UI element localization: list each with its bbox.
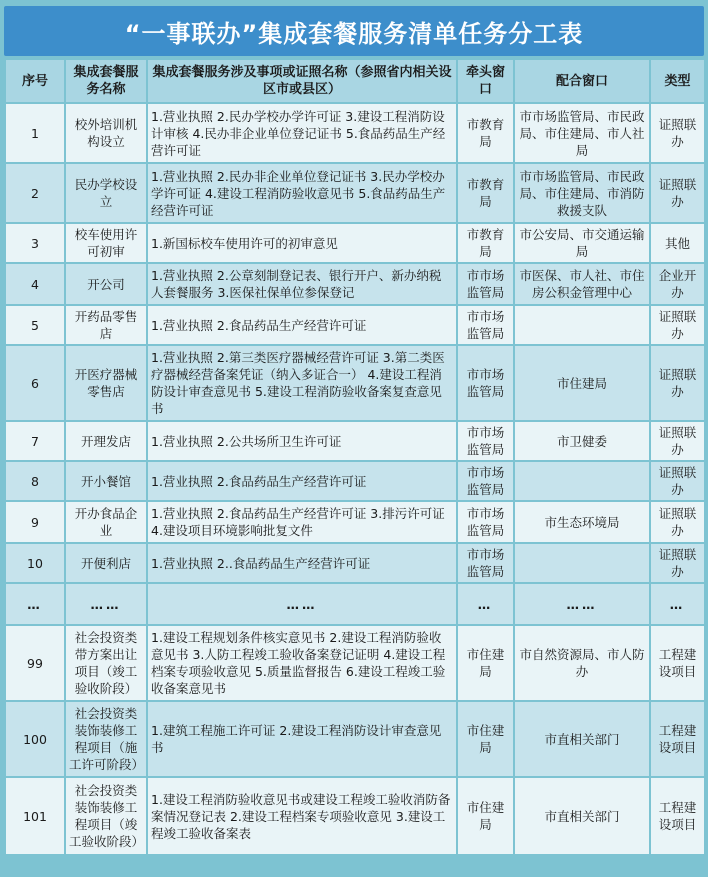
header-name: 集成套餐服务名称 [66,60,146,102]
table-row [6,264,704,304]
cell-no: 5 [6,306,64,344]
header-type: 类型 [651,60,704,102]
cell-items: 1.营业执照 2.第三类医疗器械经营许可证 3.第二类医疗器械经营备案凭证（纳入多证合一） 4.建设工程消防设计审查意见书 5.建设工程消防验收备案复查意见书 [148,346,456,420]
document-title: “一事联办”集成套餐服务清单任务分工表 [124,19,584,48]
cell-items: 1.营业执照 2.食品药品生产经营许可证 [148,462,456,500]
cell-no: 100 [6,702,64,776]
cell-coop: 市生态环境局 [515,502,649,542]
cell-type: 证照联办 [651,422,704,460]
cell-name: 开医疗器械零售店 [66,346,146,420]
cell-no: 1 [6,104,64,162]
cell-type: 其他 [651,224,704,262]
cell-no: 99 [6,626,64,700]
cell-type: 证照联办 [651,104,704,162]
cell-type: … [651,584,704,624]
table-row [6,164,704,222]
cell-lead: 市教育局 [458,104,513,162]
cell-name: 校外培训机构设立 [66,104,146,162]
cell-lead: 市教育局 [458,224,513,262]
cell-name: 社会投资类装饰装修工程项目（施工许可阶段） [66,702,146,776]
cell-lead: 市市场监管局 [458,462,513,500]
table-row [6,224,704,262]
cell-name: 开小餐馆 [66,462,146,500]
header-items: 集成套餐服务涉及事项或证照名称（参照省内相关设区市或县区） [148,60,456,102]
cell-lead: … [458,584,513,624]
cell-items: 1.营业执照 2.公共场所卫生许可证 [148,422,456,460]
cell-items: …… [148,584,456,624]
cell-items: 1.建设工程消防验收意见书或建设工程竣工验收消防备案情况登记表 2.建设工程档案专项验收意见 3.建设工程竣工验收备案表 [148,778,456,854]
cell-type: 工程建设项目 [651,702,704,776]
table-row [6,422,704,460]
table-row [6,104,704,162]
cell-lead: 市市场监管局 [458,264,513,304]
table-row [6,626,704,700]
cell-type: 证照联办 [651,544,704,582]
cell-name: 社会投资类带方案出让项目（竣工验收阶段） [66,626,146,700]
cell-items: 1.营业执照 2.食品药品生产经营许可证 3.排污许可证 4.建设项目环境影响批复文件 [148,502,456,542]
header-row [6,60,704,102]
cell-no: 8 [6,462,64,500]
cell-coop: 市市场监管局、市民政局、市住建局、市人社局 [515,104,649,162]
cell-coop: 市公安局、市交通运输局 [515,224,649,262]
cell-name: 开理发店 [66,422,146,460]
cell-name: …… [66,584,146,624]
table-row [6,346,704,420]
cell-no: 9 [6,502,64,542]
cell-coop: 市自然资源局、市人防办 [515,626,649,700]
cell-coop: 市卫健委 [515,422,649,460]
table-row [6,462,704,500]
ellipsis-row [6,584,704,624]
cell-lead: 市住建局 [458,626,513,700]
cell-type: 工程建设项目 [651,626,704,700]
cell-coop [515,544,649,582]
cell-no: 3 [6,224,64,262]
cell-type: 企业开办 [651,264,704,304]
cell-coop: …… [515,584,649,624]
title-bar [4,6,704,56]
cell-no: … [6,584,64,624]
table-row [6,778,704,854]
cell-items: 1.新国标校车使用许可的初审意见 [148,224,456,262]
cell-type: 证照联办 [651,164,704,222]
cell-name: 社会投资类装饰装修工程项目（竣工验收阶段） [66,778,146,854]
table-row [6,544,704,582]
cell-type: 证照联办 [651,462,704,500]
table-row [6,306,704,344]
header-lead: 牵头窗口 [458,60,513,102]
cell-coop: 市市场监管局、市民政局、市住建局、市消防救援支队 [515,164,649,222]
cell-items: 1.营业执照 2.民办非企业单位登记证书 3.民办学校办学许可证 4.建设工程消防验收意见书 5.食品药品生产经营许可证 [148,164,456,222]
cell-type: 证照联办 [651,502,704,542]
cell-lead: 市住建局 [458,702,513,776]
cell-lead: 市市场监管局 [458,346,513,420]
cell-name: 开公司 [66,264,146,304]
cell-lead: 市市场监管局 [458,502,513,542]
cell-lead: 市市场监管局 [458,544,513,582]
cell-lead: 市市场监管局 [458,306,513,344]
cell-items: 1.建筑工程施工许可证 2.建设工程消防设计审查意见书 [148,702,456,776]
cell-type: 证照联办 [651,306,704,344]
cell-type: 证照联办 [651,346,704,420]
cell-name: 开办食品企业 [66,502,146,542]
cell-lead: 市住建局 [458,778,513,854]
cell-items: 1.营业执照 2.公章刻制登记表、银行开户、新办纳税人套餐服务 3.医保社保单位参保登记 [148,264,456,304]
cell-lead: 市教育局 [458,164,513,222]
cell-no: 6 [6,346,64,420]
cell-items: 1.建设工程规划条件核实意见书 2.建设工程消防验收意见书 3.人防工程竣工验收备案登记证明 4.建设工程档案专项验收意见 5.质量监督报告 6.建设工程竣工验收备案意见书 [148,626,456,700]
cell-items: 1.营业执照 2..食品药品生产经营许可证 [148,544,456,582]
cell-no: 10 [6,544,64,582]
cell-type: 工程建设项目 [651,778,704,854]
table-row [6,502,704,542]
cell-name: 开药品零售店 [66,306,146,344]
cell-coop [515,462,649,500]
cell-coop: 市直相关部门 [515,702,649,776]
table-row [6,702,704,776]
task-table [4,58,706,856]
cell-no: 7 [6,422,64,460]
header-coop: 配合窗口 [515,60,649,102]
cell-items: 1.营业执照 2.食品药品生产经营许可证 [148,306,456,344]
cell-items: 1.营业执照 2.民办学校办学许可证 3.建设工程消防设计审核 4.民办非企业单位登记证书 5.食品药品生产经营许可证 [148,104,456,162]
cell-no: 101 [6,778,64,854]
cell-name: 校车使用许可初审 [66,224,146,262]
cell-coop: 市直相关部门 [515,778,649,854]
cell-name: 民办学校设立 [66,164,146,222]
cell-coop: 市医保、市人社、市住房公积金管理中心 [515,264,649,304]
cell-no: 4 [6,264,64,304]
cell-no: 2 [6,164,64,222]
header-no: 序号 [6,60,64,102]
cell-lead: 市市场监管局 [458,422,513,460]
cell-coop [515,306,649,344]
cell-coop: 市住建局 [515,346,649,420]
cell-name: 开便利店 [66,544,146,582]
